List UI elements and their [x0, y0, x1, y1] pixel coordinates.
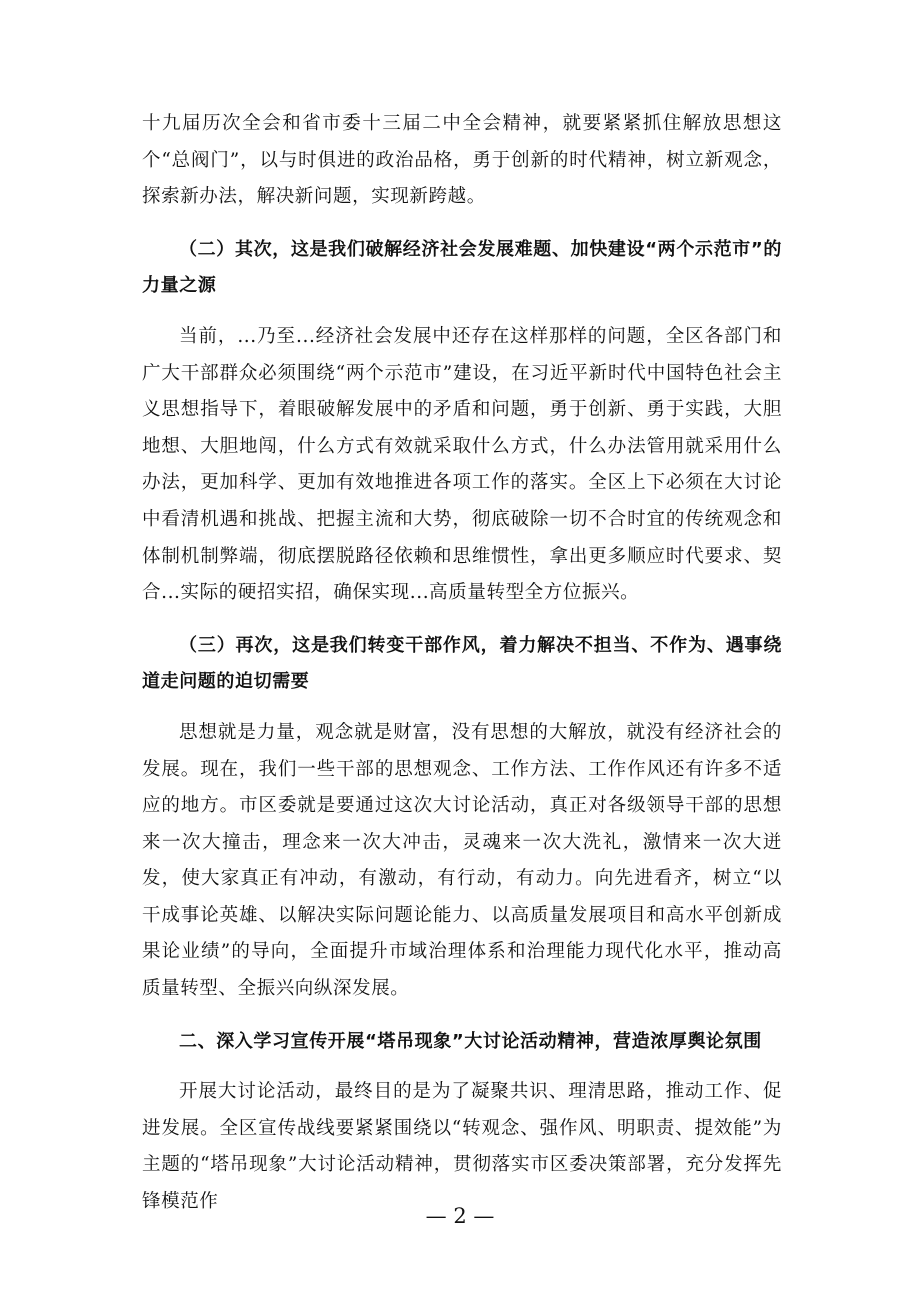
page-number: — 2 — — [425, 1204, 495, 1228]
section-heading-2: 二、深入学习宣传开展“塔吊现象”大讨论活动精神，营造浓厚舆论氛围 — [179, 1030, 762, 1052]
body-paragraph-continuation: 十九届历次全会和省市委十三届二中全会精神，就要紧紧抓住解放思想这个“总阀门”，以与时俱进的政治品格，勇于创新的时代精神，树立新观念，探索新办法，解决新问题，实现新跨越。 — [142, 113, 782, 208]
document-body — [142, 106, 782, 1221]
body-paragraph: 思想就是力量，观念就是财富，没有思想的大解放，就没有经济社会的发展。现在，我们一些干部的思想观念、工作方法、工作作风还有许多不适应的地方。市区委就是要通过这次大讨论活动，真正对各级领导干部的思想来一次大撞击，理念来一次大冲击，灵魂来一次大洗礼，激情来一次大迸发，使大家真正有冲动，有激动，有行动，有动力。向先进看齐，树立“以干成事论英雄、以解决实际问题论能力、以高质量发展项目和高水平创新成果论业绩”的导向，全面提升市域治理体系和治理能力现代化水平，推动高质量转型、全振兴向纵深发展。 — [142, 721, 782, 1000]
body-paragraph: 开展大讨论活动，最终目的是为了凝聚共识、理清思路，推动工作、促进发展。全区宣传战线要紧紧围绕以“转观念、强作风、明职责、提效能”为主题的“塔吊现象”大讨论活动精神，贯彻落实市区委决策部署，充分发挥先锋模范作 — [142, 1081, 782, 1213]
body-paragraph: 当前，...乃至...经济社会发展中还存在这样那样的问题，全区各部门和广大干部群众必须围绕“两个示范市”建设，在习近平新时代中国特色社会主义思想指导下，着眼破解发展中的矛盾和问题，勇于创新、勇于实践，大胆地想、大胆地闯，什么方式有效就采取什么方式，什么办法管用就采用什么办法，更加科学、更加有效地推进各项工作的落实。全区上下必须在大讨论中看清机遇和挑战、把握主流和大势，彻底破除一切不合时宜的传统观念和体制机制弊端，彻底摆脱路径依赖和思维惯性，拿出更多顺应时代要求、契合...实际的硬招实招，确保实现...高质量转型全方位振兴。 — [142, 325, 782, 604]
subsection-heading-2: （二）其次，这是我们破解经济社会发展难题、加快建设“两个示范市”的力量之源 — [142, 238, 782, 297]
subsection-heading-3: （三）再次，这是我们转变干部作风，着力解决不担当、不作为、遇事绕道走问题的迫切需要 — [142, 634, 782, 693]
